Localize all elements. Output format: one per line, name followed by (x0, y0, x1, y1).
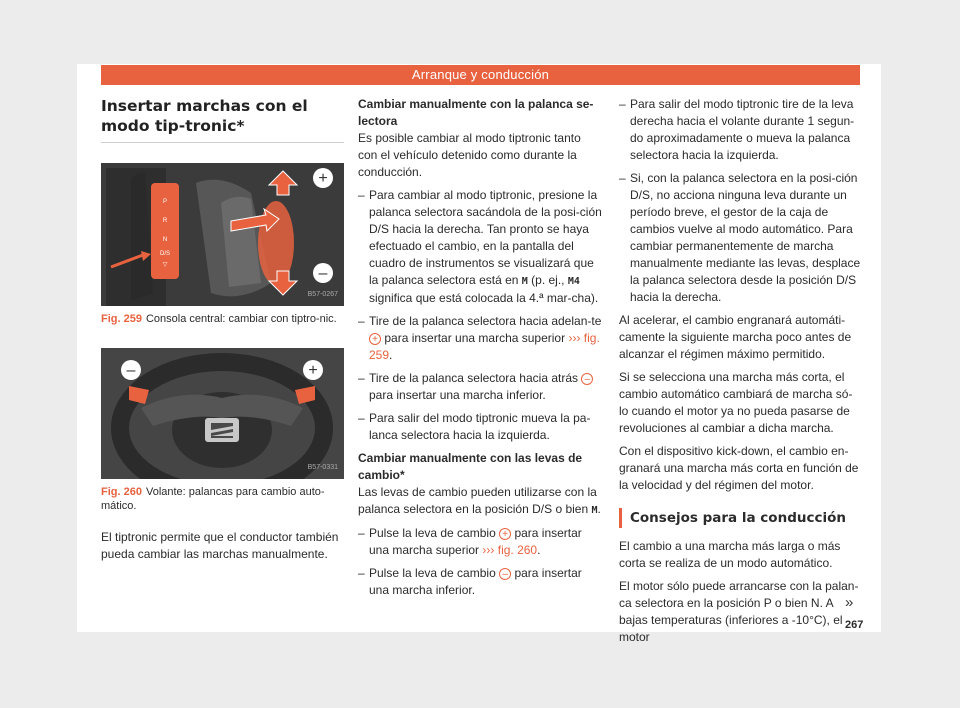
paragraph: El cambio a una marcha más larga o más corta se realiza de un modo automático. (619, 539, 841, 570)
figure-260 (101, 348, 344, 479)
minus-icon: – (499, 568, 511, 580)
figure-reference-link[interactable]: ››› fig. 259 (369, 331, 600, 362)
seat-logo-icon (205, 418, 239, 442)
paragraph: Si se selecciona una marcha más corta, el cambio automático cambiará de marcha só-lo cuando el motor ya no pueda pasarse de revoluciones al cambiar a dicha marcha. (619, 370, 853, 435)
title-divider (101, 142, 344, 143)
section-title: Insertar marchas con el modo tip-tronic* (101, 97, 308, 135)
svg-text:+: + (318, 170, 328, 187)
instruction-list (358, 525, 603, 599)
instruction-list (358, 187, 603, 444)
paragraph: El motor sólo puede arrancarse con la palan-ca selectora en la posición P o bien N. A bajas temperaturas (inferiores a -10°C), el motor (619, 579, 859, 644)
figure-code: B57-0331 (307, 464, 338, 471)
minus-icon: – (581, 373, 593, 385)
gear-r: R (162, 218, 168, 224)
continue-icon: » (845, 594, 854, 611)
subsection-heading: Consejos para la conducción (619, 508, 861, 528)
heading-selector-lever: Cambiar manualmente con la palanca se-lectora (358, 97, 594, 128)
figure-260-caption: Fig. 260 Volante: palancas para cambio auto-mático. (101, 486, 325, 512)
chapter-header: Arranque y conducción (101, 65, 860, 85)
figure-code: B57-0267 (307, 291, 338, 298)
svg-text:–: – (318, 265, 328, 282)
gear-down-icon: ▽ (162, 262, 168, 268)
gear-ds: D/S (159, 251, 171, 257)
figure-259-caption: Fig. 259 Consola central: cambiar con tiptro-nic. (101, 313, 337, 325)
intro-paragraph: El tiptronic permite que el conductor también pueda cambiar las marchas manualmente. (101, 530, 339, 561)
console-illustration (101, 163, 344, 306)
paragraph: Al acelerar, el cambio engranará automáti-camente la siguiente marcha poco antes de alcanzar el régimen máximo permitido. (619, 313, 852, 361)
list-item: – Para salir del modo tiptronic mueva la pa-lanca selectora hacia la izquierda. (358, 410, 603, 444)
svg-text:–: – (126, 362, 136, 379)
figure-259 (101, 163, 344, 306)
list-item: – Si, con la palanca selectora en la posi-ción D/S, no acciona ninguna leva durante un período breve, el gestor de la caja de cambios vuelve al modo automático. Para cambiar permanentemente de marcha manualmente mediante las levas, desplace la palanca selectora desde la posición D/S hacia la derecha. (619, 170, 861, 306)
column-right (619, 96, 864, 652)
list-item: – Pulse la leva de cambio + para insertar una marcha superior ››› fig. 260. (358, 525, 603, 559)
plus-icon: + (369, 333, 381, 345)
plus-icon: + (499, 528, 511, 540)
list-item: – Pulse la leva de cambio – para insertar una marcha inferior. (358, 565, 603, 599)
list-item: – Tire de la palanca selectora hacia atrás – para insertar una marcha inferior. (358, 370, 603, 404)
list-item: – Para salir del modo tiptronic tire de la leva derecha hacia el volante durante 1 segun-do aproximadamente o mueva la palanca selectora hacia la izquierda. (619, 96, 861, 164)
paragraph: Las levas de cambio pueden utilizarse con la palanca selectora en la posición D/S o bien M. (358, 485, 601, 516)
paragraph: Con el dispositivo kick-down, el cambio en-granará una marcha más corta en función de la velocidad y del régimen del motor. (619, 444, 859, 492)
heading-paddles: Cambiar manualmente con las levas de cambio* (358, 451, 583, 482)
figure-reference-link[interactable]: ››› fig. 260 (482, 543, 538, 557)
svg-text:+: + (308, 362, 318, 379)
list-item: – Para cambiar al modo tiptronic, presione la palanca selectora sacándola de la posi-ción D/S hacia la derecha. Tan pronto se haya efectuado el cambio, en la pantalla del cuadro de instrumentos se visualizará que la palanca selectora está en M (p. ej., M4 significa que está colocada la 4.ª mar-cha). (358, 187, 603, 307)
page-number: 267 (845, 619, 864, 631)
heading-accent-bar (619, 508, 622, 528)
gear-p: P (162, 199, 168, 205)
list-item: – Tire de la palanca selectora hacia adelan-te + para insertar una marcha superior ››› fig. 259. (358, 313, 603, 364)
column-left (101, 96, 344, 569)
paragraph: Es posible cambiar al modo tiptronic tanto con el vehículo detenido como durante la conducción. (358, 131, 581, 179)
column-middle (358, 96, 603, 605)
gear-n: N (162, 237, 168, 243)
instruction-list (619, 96, 861, 306)
